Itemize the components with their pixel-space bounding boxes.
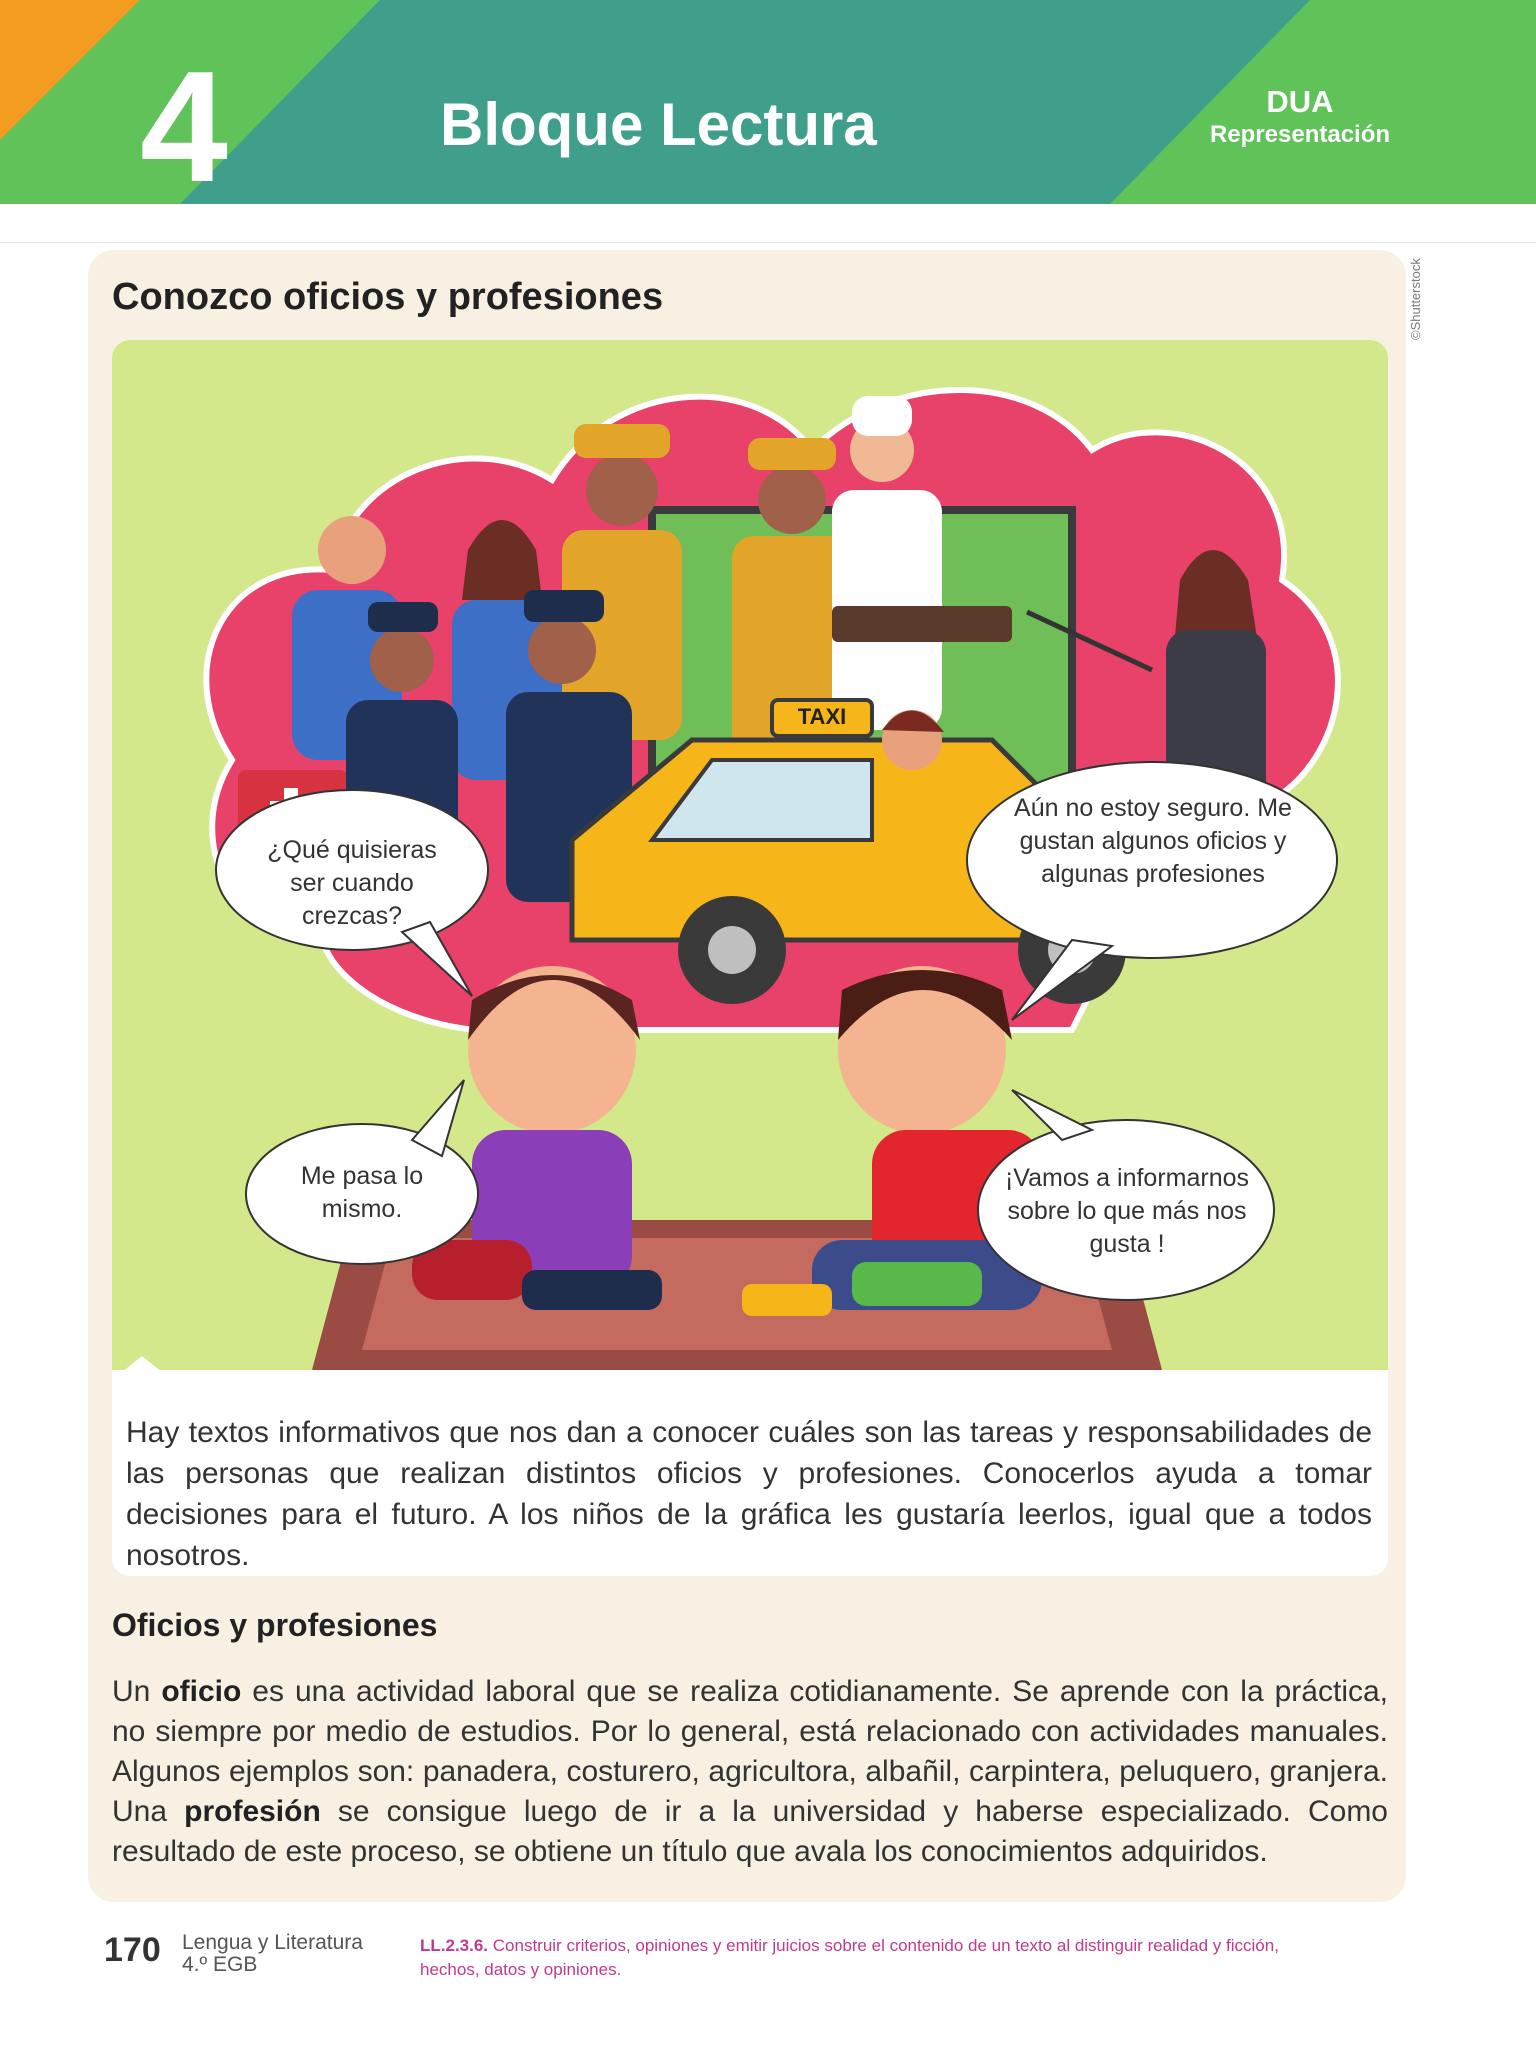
speech-bubble-question: ¿Qué quisieras ser cuando crezcas? [267, 836, 437, 930]
speech-bubble-unsure: Aún no estoy seguro. Me gustan algunos oficios y algunas profesiones [1014, 794, 1292, 888]
unit-header [0, 0, 1536, 204]
skill-code: LL.2.3.6. [420, 1936, 489, 1955]
term-profesion: profesión [184, 1795, 321, 1828]
header-divider [0, 242, 1536, 243]
block-title: Bloque Lectura [440, 91, 877, 158]
text-segment: se consigue luego de ir a la universidad y haberse especializado. Como resultado de este proceso, se obtiene un título que avala los conocimientos adquiridos. [112, 1795, 1388, 1868]
professions-illustration [112, 340, 1388, 1370]
dua-badge [1170, 84, 1430, 150]
intro-paragraph: Hay textos informativos que nos dan a conocer cuáles son las tareas y responsabilidades de las personas que realizan distintos oficios y profesiones. Conocerlos ayuda a tomar decisiones para el futuro. A los niños de la gráfica les gustaría leerlos, igual que a todos nosotros. [126, 1416, 1372, 1572]
text-segment: es una actividad laboral que se realiza cotidianamente. Se aprende con la práctica, no siempre por medio de estudios. Por lo general, está relacionado con actividades manuales. Algunos ejemplos son: panadera, costurero, agricultora, albañil, carpintera, peluquero, granjera. Una [112, 1675, 1389, 1828]
definition-paragraph [112, 1672, 1388, 1872]
dua-subtitle: Representación [1209, 121, 1391, 148]
subsection-title: Oficios y profesiones [112, 1607, 438, 1643]
image-credit: ©Shutterstock [1408, 258, 1423, 340]
dua-label: DUA [1266, 84, 1334, 119]
skill-criterion [420, 1934, 1320, 1982]
text-segment: Un [112, 1675, 162, 1708]
term-oficio: oficio [161, 1675, 242, 1708]
unit-number: 4 [140, 39, 228, 204]
page-number: 170 [104, 1931, 161, 1969]
subject-name: Lengua y Literatura [182, 1931, 363, 1954]
section-title: Conozco oficios y profesiones [112, 276, 664, 318]
speech-bubble-lets-learn: ¡Vamos a informarnos sobre lo que más nos gusta ! [1004, 1164, 1250, 1258]
skill-description: Construir criterios, opiniones y emitir juicios sobre el contenido de un texto al distinguir realidad y ficción, hechos, datos y opiniones. [420, 1936, 1279, 1979]
callout-notch [122, 1356, 162, 1372]
taxi-sign: TAXI [797, 704, 847, 729]
illustration-panel [112, 340, 1388, 1576]
subject-label [182, 1932, 363, 1976]
grade-level: 4.º EGB [182, 1953, 258, 1976]
speech-bubble-same: Me pasa lo mismo. [300, 1162, 424, 1223]
